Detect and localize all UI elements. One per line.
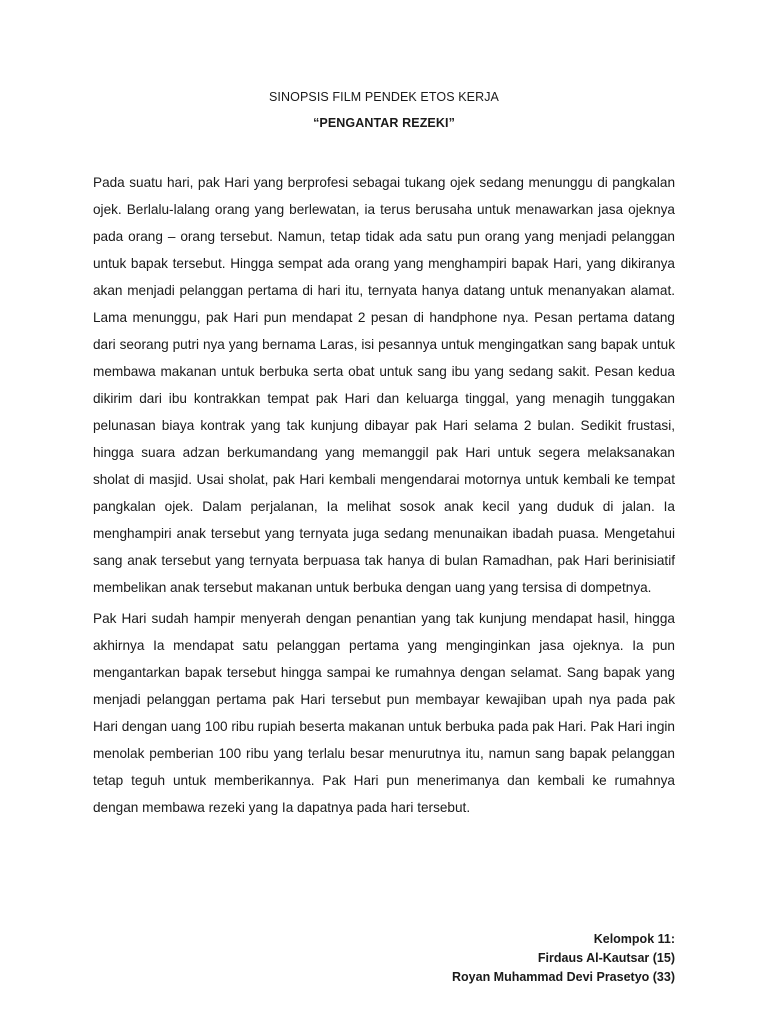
member-name: Royan Muhammad Devi Prasetyo (33) (452, 970, 675, 984)
signature-block (452, 930, 675, 987)
title-block (0, 90, 768, 130)
paragraph-2: Pak Hari sudah hampir menyerah dengan penantian yang tak kunjung mendapat hasil, hingga akhirnya Ia mendapat satu pelanggan pertama yang menginginkan jasa ojeknya. Ia pun mengantarkan bapak tersebut hingga sampai ke rumahnya dengan selamat. Sang bapak yang menjadi pelanggan pertama pak Hari tersebut pun membayar kewajiban upah nya pada pak Hari dengan uang 100 ribu rupiah beserta makanan untuk berbuka pada pak Hari. Pak Hari ingin menolak pemberian 100 ribu yang terlalu besar menurutnya itu, namun sang bapak pelanggan tetap teguh untuk memberikannya. Pak Hari pun menerimanya dan kembali ke rumahnya dengan membawa rezeki yang Ia dapatnya pada hari tersebut. (93, 611, 675, 815)
member-name: Firdaus Al-Kautsar (15) (537, 951, 675, 965)
paragraph-1: Pada suatu hari, pak Hari yang berprofesi sebagai tukang ojek sedang menunggu di pangkalan ojek. Berlalu-lalang orang yang berlewatan, ia terus berusaha untuk menawarkan jasa ojeknya pada orang – orang tersebut. Namun, tetap tidak ada satu pun orang yang menjadi pelanggan untuk bapak tersebut. Hingga sempat ada orang yang menghampiri bapak Hari, yang dikiranya akan menjadi pelanggan pertama di hari itu, ternyata hanya datang untuk menanyakan alamat. Lama menunggu, pak Hari pun mendapat 2 pesan di handphone nya. Pesan pertama datang dari seorang putri nya yang bernama Laras, isi pesannya untuk mengingatkan sang bapak untuk membawa makanan untuk berbuka serta obat untuk sang ibu yang sedang sakit. Pesan kedua dikirim dari ibu kontrakkan tempat pak Hari dan keluarga tinggal, yang menagih tunggakan pelunasan biaya kontrak yang tak kunjung dibayar pak Hari selama 2 bulan. Sedikit frustasi, hingga suara adzan berkumandang yang memanggil pak Hari untuk segera melaksanakan sholat di masjid. Usai sholat, pak Hari kembali mengendarai motornya untuk kembali ke tempat pangkalan ojek. Dalam perjalanan, Ia melihat sosok anak kecil yang duduk di jalan. Ia menghampiri anak tersebut yang ternyata juga sedang menunaikan ibadah puasa. Mengetahui sang anak tersebut yang ternyata berpuasa tak hanya di bulan Ramadhan, pak Hari berinisiatif membelikan anak tersebut makanan untuk berbuka dengan uang yang tersisa di dompetnya. (93, 175, 675, 595)
synopsis-body (93, 169, 675, 821)
document-title: SINOPSIS FILM PENDEK ETOS KERJA (268, 90, 499, 104)
group-label: Kelompok 11: (593, 932, 675, 946)
document-subtitle: “PENGANTAR REZEKI” (313, 116, 455, 130)
